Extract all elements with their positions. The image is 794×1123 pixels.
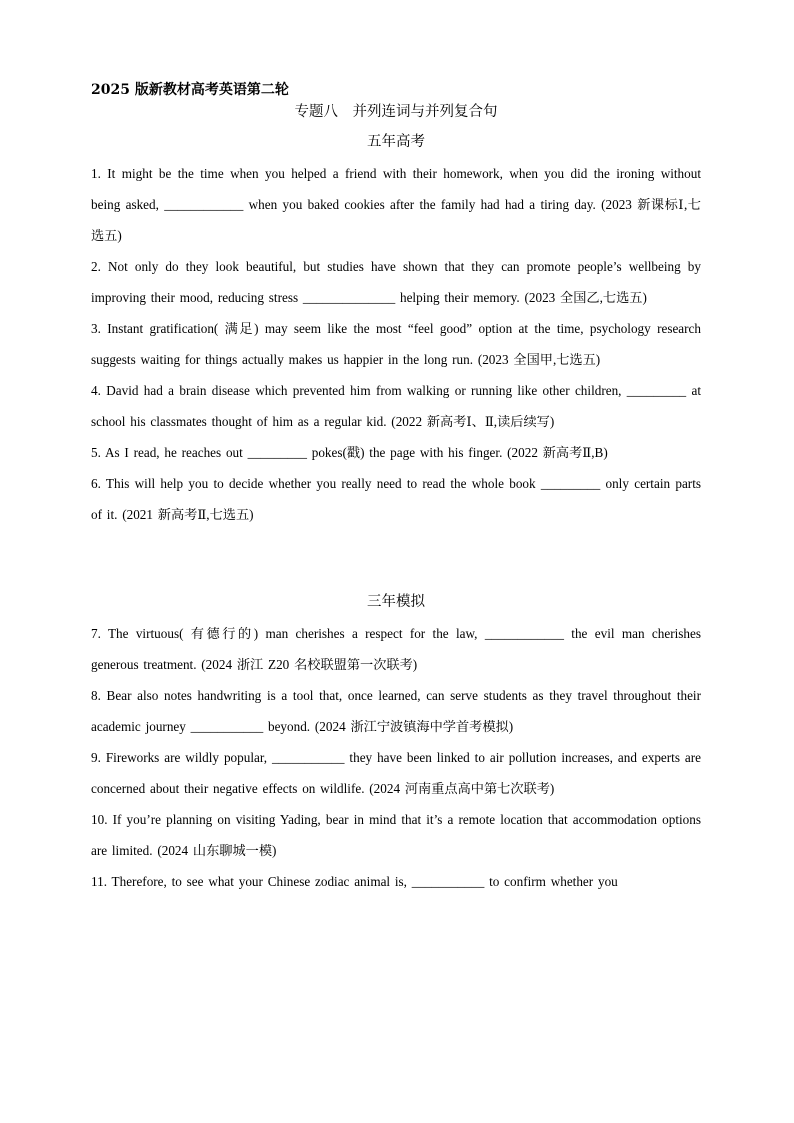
- question-9: 9. Fireworks are wildly popular, ___________ they have been linked to air pollution increases, and experts are concerned about their negative effects on wildlife. (2024 河南重点高中第七次联考): [91, 750, 701, 796]
- question-6: 6. This will help you to decide whether you really need to read the whole book _________ only certain parts of it. (2021 新高考Ⅱ,七选五): [91, 476, 701, 522]
- question-2: 2. Not only do they look beautiful, but studies have shown that they can promote people’s wellbeing by improving their mood, reducing stress ______________ helping their memory. (2023 全国乙,七选五): [91, 259, 701, 305]
- question-11: 11. Therefore, to see what your Chinese zodiac animal is, ___________ to confirm whether you: [91, 874, 618, 889]
- question-4: 4. David had a brain disease which prevented him from walking or running like other children, _________ at school his classmates thought of him as a regular kid. (2022 新高考Ⅰ、Ⅱ,读后续写): [91, 383, 701, 429]
- question-3: 3. Instant gratification( 满足) may seem like the most “feel good” option at the time, psychology research suggests waiting for things actually makes us happier in the long run. (2023 全国甲,七选五): [91, 321, 701, 367]
- section-title-three-years: 三年模拟: [367, 594, 425, 610]
- question-7: 7. The virtuous( 有德行的) man cherishes a respect for the law, ____________ the evil man cherishes generous treatment. (2024 浙江 Z20 名校联盟第一次联考): [91, 626, 701, 672]
- question-10: 10. If you’re planning on visiting Yading, bear in mind that it’s a remote location that accommodation options are limited. (2024 山东聊城一模): [91, 812, 701, 858]
- question-5: 5. As I read, he reaches out _________ pokes(戳) the page with his finger. (2022 新高考Ⅱ,B): [91, 445, 608, 460]
- section-spacer: [91, 530, 701, 592]
- document-title: 2025 版新教材高考英语第二轮: [91, 82, 289, 98]
- question-1: 1. It might be the time when you helped a friend with their homework, when you did the ironing without being asked, ____________ when you baked cookies after the family had had a tiring day. (2023 新课标Ⅰ,七选五): [91, 166, 701, 243]
- section-title-five-years: 五年高考: [367, 134, 425, 150]
- document-content: [91, 80, 701, 897]
- question-8: 8. Bear also notes handwriting is a tool that, once learned, can serve students as they travel throughout their academic journey ___________ beyond. (2024 浙江宁波镇海中学首考模拟): [91, 688, 701, 734]
- topic-title: 专题八 并列连词与并列复合句: [294, 104, 498, 120]
